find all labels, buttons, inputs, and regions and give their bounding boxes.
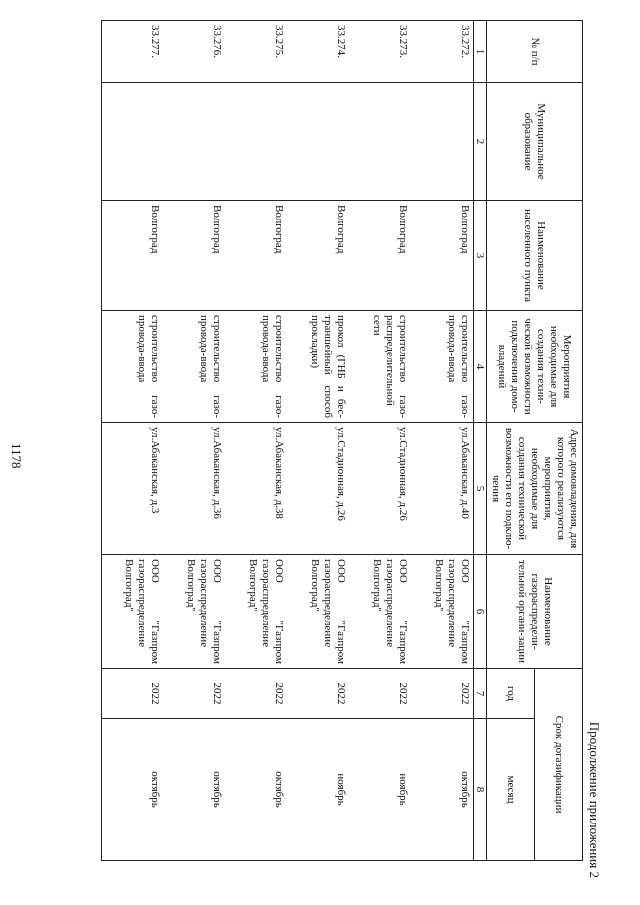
header-organization: Наименование газораспредели-тельной органи-зации bbox=[487, 555, 583, 669]
column-number: 4 bbox=[474, 311, 487, 423]
row-organization: ООО "Газпром газораспределение Волгоград" bbox=[412, 555, 474, 669]
table-row bbox=[226, 21, 288, 861]
row-year: 2022 bbox=[164, 669, 226, 719]
row-event: прокол (ГНБ и бес-траншейный способ прокладки) bbox=[288, 311, 350, 423]
row-index: 33.274. bbox=[288, 21, 350, 83]
header-settlement: Наименование населенного пункта bbox=[487, 201, 583, 311]
row-settlement: Волгоград bbox=[164, 201, 226, 311]
row-settlement: Волгоград bbox=[288, 201, 350, 311]
header-year: год bbox=[487, 669, 535, 719]
row-organization: ООО "Газпром газораспределение Волгоград" bbox=[164, 555, 226, 669]
column-number-row bbox=[474, 21, 487, 861]
row-year: 2022 bbox=[102, 669, 164, 719]
column-number: 1 bbox=[474, 21, 487, 83]
row-event: строительство газо-провода-ввода bbox=[102, 311, 164, 423]
table-row bbox=[164, 21, 226, 861]
row-address: ул.Стадионная, д.26 bbox=[350, 423, 412, 555]
row-index: 33.275. bbox=[226, 21, 288, 83]
column-number: 3 bbox=[474, 201, 487, 311]
row-month: октябрь bbox=[226, 719, 288, 861]
row-address: ул.Стадионная, д.26 bbox=[288, 423, 350, 555]
row-event: строительство газо-провода-ввода bbox=[412, 311, 474, 423]
header-event: Мероприятия необходимые для создания техни-ческой возможности подключения домо-владений bbox=[487, 311, 583, 423]
row-organization: ООО "Газпром газораспределение Волгоград" bbox=[102, 555, 164, 669]
row-year: 2022 bbox=[350, 669, 412, 719]
row-event: строительство газо-распределительной сети bbox=[350, 311, 412, 423]
row-municipality bbox=[288, 83, 350, 201]
row-organization: ООО "Газпром газораспределение Волгоград" bbox=[350, 555, 412, 669]
column-number: 8 bbox=[474, 719, 487, 861]
row-settlement: Волгоград bbox=[226, 201, 288, 311]
row-municipality bbox=[226, 83, 288, 201]
page-number: 1178 bbox=[9, 443, 24, 469]
row-index: 33.272. bbox=[412, 21, 474, 83]
header-address: Адрес домовладения, для которого реализуются мероприятия, необходимые для создания технической возможности его подклю-чения bbox=[487, 423, 583, 555]
row-year: 2022 bbox=[288, 669, 350, 719]
row-year: 2022 bbox=[226, 669, 288, 719]
row-month: октябрь bbox=[164, 719, 226, 861]
gasification-table bbox=[101, 20, 583, 861]
row-event: строительство газо-провода-ввода bbox=[226, 311, 288, 423]
row-address: ул.Абаканская, д.3 bbox=[102, 423, 164, 555]
row-address: ул.Абаканская, д.40 bbox=[412, 423, 474, 555]
row-municipality bbox=[102, 83, 164, 201]
table-row bbox=[102, 21, 164, 861]
column-number: 2 bbox=[474, 83, 487, 201]
row-settlement: Волгоград bbox=[102, 201, 164, 311]
row-year: 2022 bbox=[412, 669, 474, 719]
row-index: 33.277. bbox=[102, 21, 164, 83]
row-organization: ООО "Газпром газораспределение Волгоград" bbox=[226, 555, 288, 669]
row-settlement: Волгоград bbox=[350, 201, 412, 311]
row-municipality bbox=[350, 83, 412, 201]
row-address: ул.Абаканская, д.36 bbox=[164, 423, 226, 555]
header-deadline: Срок догазификации bbox=[535, 669, 583, 861]
row-index: 33.273. bbox=[350, 21, 412, 83]
table-row bbox=[288, 21, 350, 861]
rotated-page-content bbox=[25, 20, 605, 880]
row-event: строительство газо-провода-ввода bbox=[164, 311, 226, 423]
row-month: октябрь bbox=[412, 719, 474, 861]
row-address: ул.Абаканская, д.38 bbox=[226, 423, 288, 555]
row-municipality bbox=[164, 83, 226, 201]
header-row bbox=[535, 21, 583, 861]
column-number: 5 bbox=[474, 423, 487, 555]
header-month: месяц bbox=[487, 719, 535, 861]
row-month: октябрь bbox=[102, 719, 164, 861]
row-index: 33.276. bbox=[164, 21, 226, 83]
table-row bbox=[412, 21, 474, 861]
row-settlement: Волгоград bbox=[412, 201, 474, 311]
row-organization: ООО "Газпром газораспределение Волгоград" bbox=[288, 555, 350, 669]
row-municipality bbox=[412, 83, 474, 201]
header-index: № п/п bbox=[487, 21, 583, 83]
row-month: ноябрь bbox=[288, 719, 350, 861]
continuation-label: Продолжение приложения 2 bbox=[587, 721, 602, 878]
row-month: ноябрь bbox=[350, 719, 412, 861]
column-number: 7 bbox=[474, 669, 487, 719]
column-number: 6 bbox=[474, 555, 487, 669]
header-municipality: Муниципальное образование bbox=[487, 83, 583, 201]
table-row bbox=[350, 21, 412, 861]
